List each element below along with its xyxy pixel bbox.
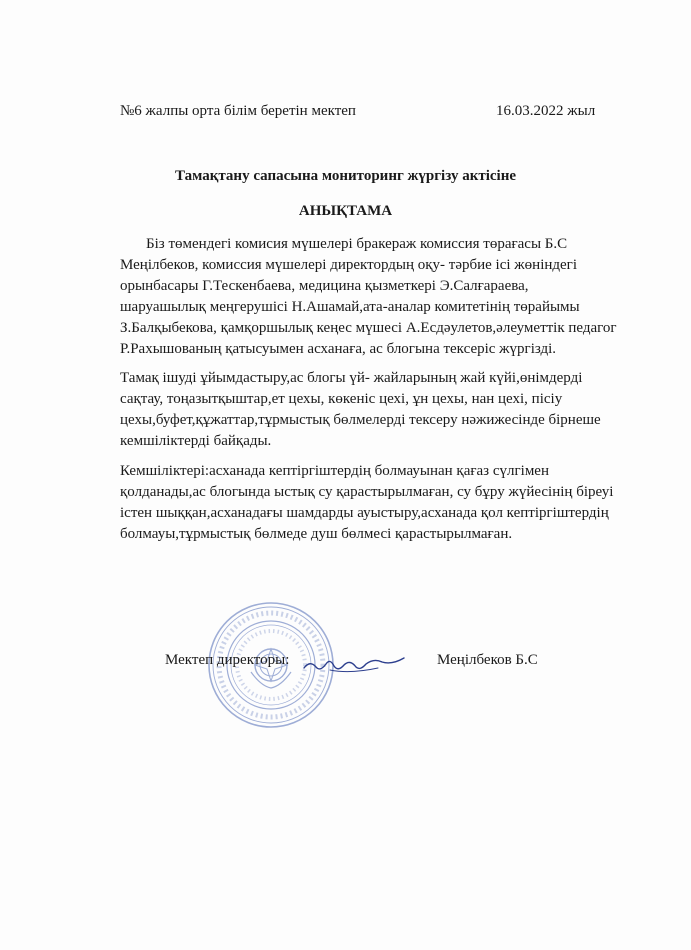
paragraph-line: болмауы,тұрмыстық бөлмеде душ бөлмесі қарастырылмаған. [120, 526, 513, 542]
document-title: Тамақтану сапасына мониторинг жүргізу актісіне [174, 168, 516, 184]
paragraph-line: Меңілбеков, комиссия мүшелері директордың оқу- тәрбие ісі жөніндегі [120, 257, 577, 273]
paragraph-line: Тамақ ішуді ұйымдастыру,ас блогы үй- жайларының жай күйі,өнімдерді [120, 370, 583, 386]
paragraph-line: қолданады,ас блогында ыстық су қарастырылмаған, су бұру жүйесінің біреуі [120, 484, 614, 500]
paragraph-line: Біз төмендегі комисия мүшелері бракераж комиссия төрағасы Б.С [146, 236, 568, 252]
paragraph-line: Кемшіліктері:асханада кептіргіштердің болмауынан қағаз сүлгімен [120, 463, 549, 479]
paragraph-line: Р.Рахышованың қатысуымен асханаға, ас блогына тексеріс жүргізді. [120, 341, 557, 357]
paragraph-line: цехы,буфет,құжаттар,тұрмыстық бөлмелерді тексеру нәжижесінде бірнеше [120, 412, 601, 428]
document-subtitle: АНЫҚТАМА [298, 203, 393, 219]
paragraph-line: З.Балқыбекова, қамқоршылық кеңес мүшесі А.Есдәулетов,әлеуметтік педагог [120, 320, 617, 336]
paragraph-inspection [120, 368, 650, 452]
paragraph-line: кемшіліктерді байқады. [120, 433, 272, 449]
handwritten-signature [300, 650, 410, 680]
paragraph-line: сақтау, тоңазытқыштар,ет цехы, көкеніс цехі, ұн цехы, нан цехі, пісіу [120, 391, 563, 407]
signature-name: Меңілбеков Б.С [437, 652, 538, 668]
paragraph-line: шаруашылық меңгерушісі Н.Ашамай,ата-аналар комитетінің төрайымы [120, 299, 580, 315]
signature-role: Мектеп директоры: [165, 652, 290, 668]
document-date: 16.03.2022 жыл [496, 103, 596, 119]
school-name: №6 жалпы орта білім беретін мектеп [120, 103, 356, 119]
paragraph-shortcomings [120, 461, 650, 545]
paragraph-commission [120, 234, 650, 360]
paragraph-line: істен шыққан,асханадағы шамдарды ауыстыру,асханада қол кептіргіштердің [120, 505, 609, 521]
paragraph-line: орынбасары Г.Тескенбаева, медицина қызметкері Э.Салғараева, [120, 278, 529, 294]
